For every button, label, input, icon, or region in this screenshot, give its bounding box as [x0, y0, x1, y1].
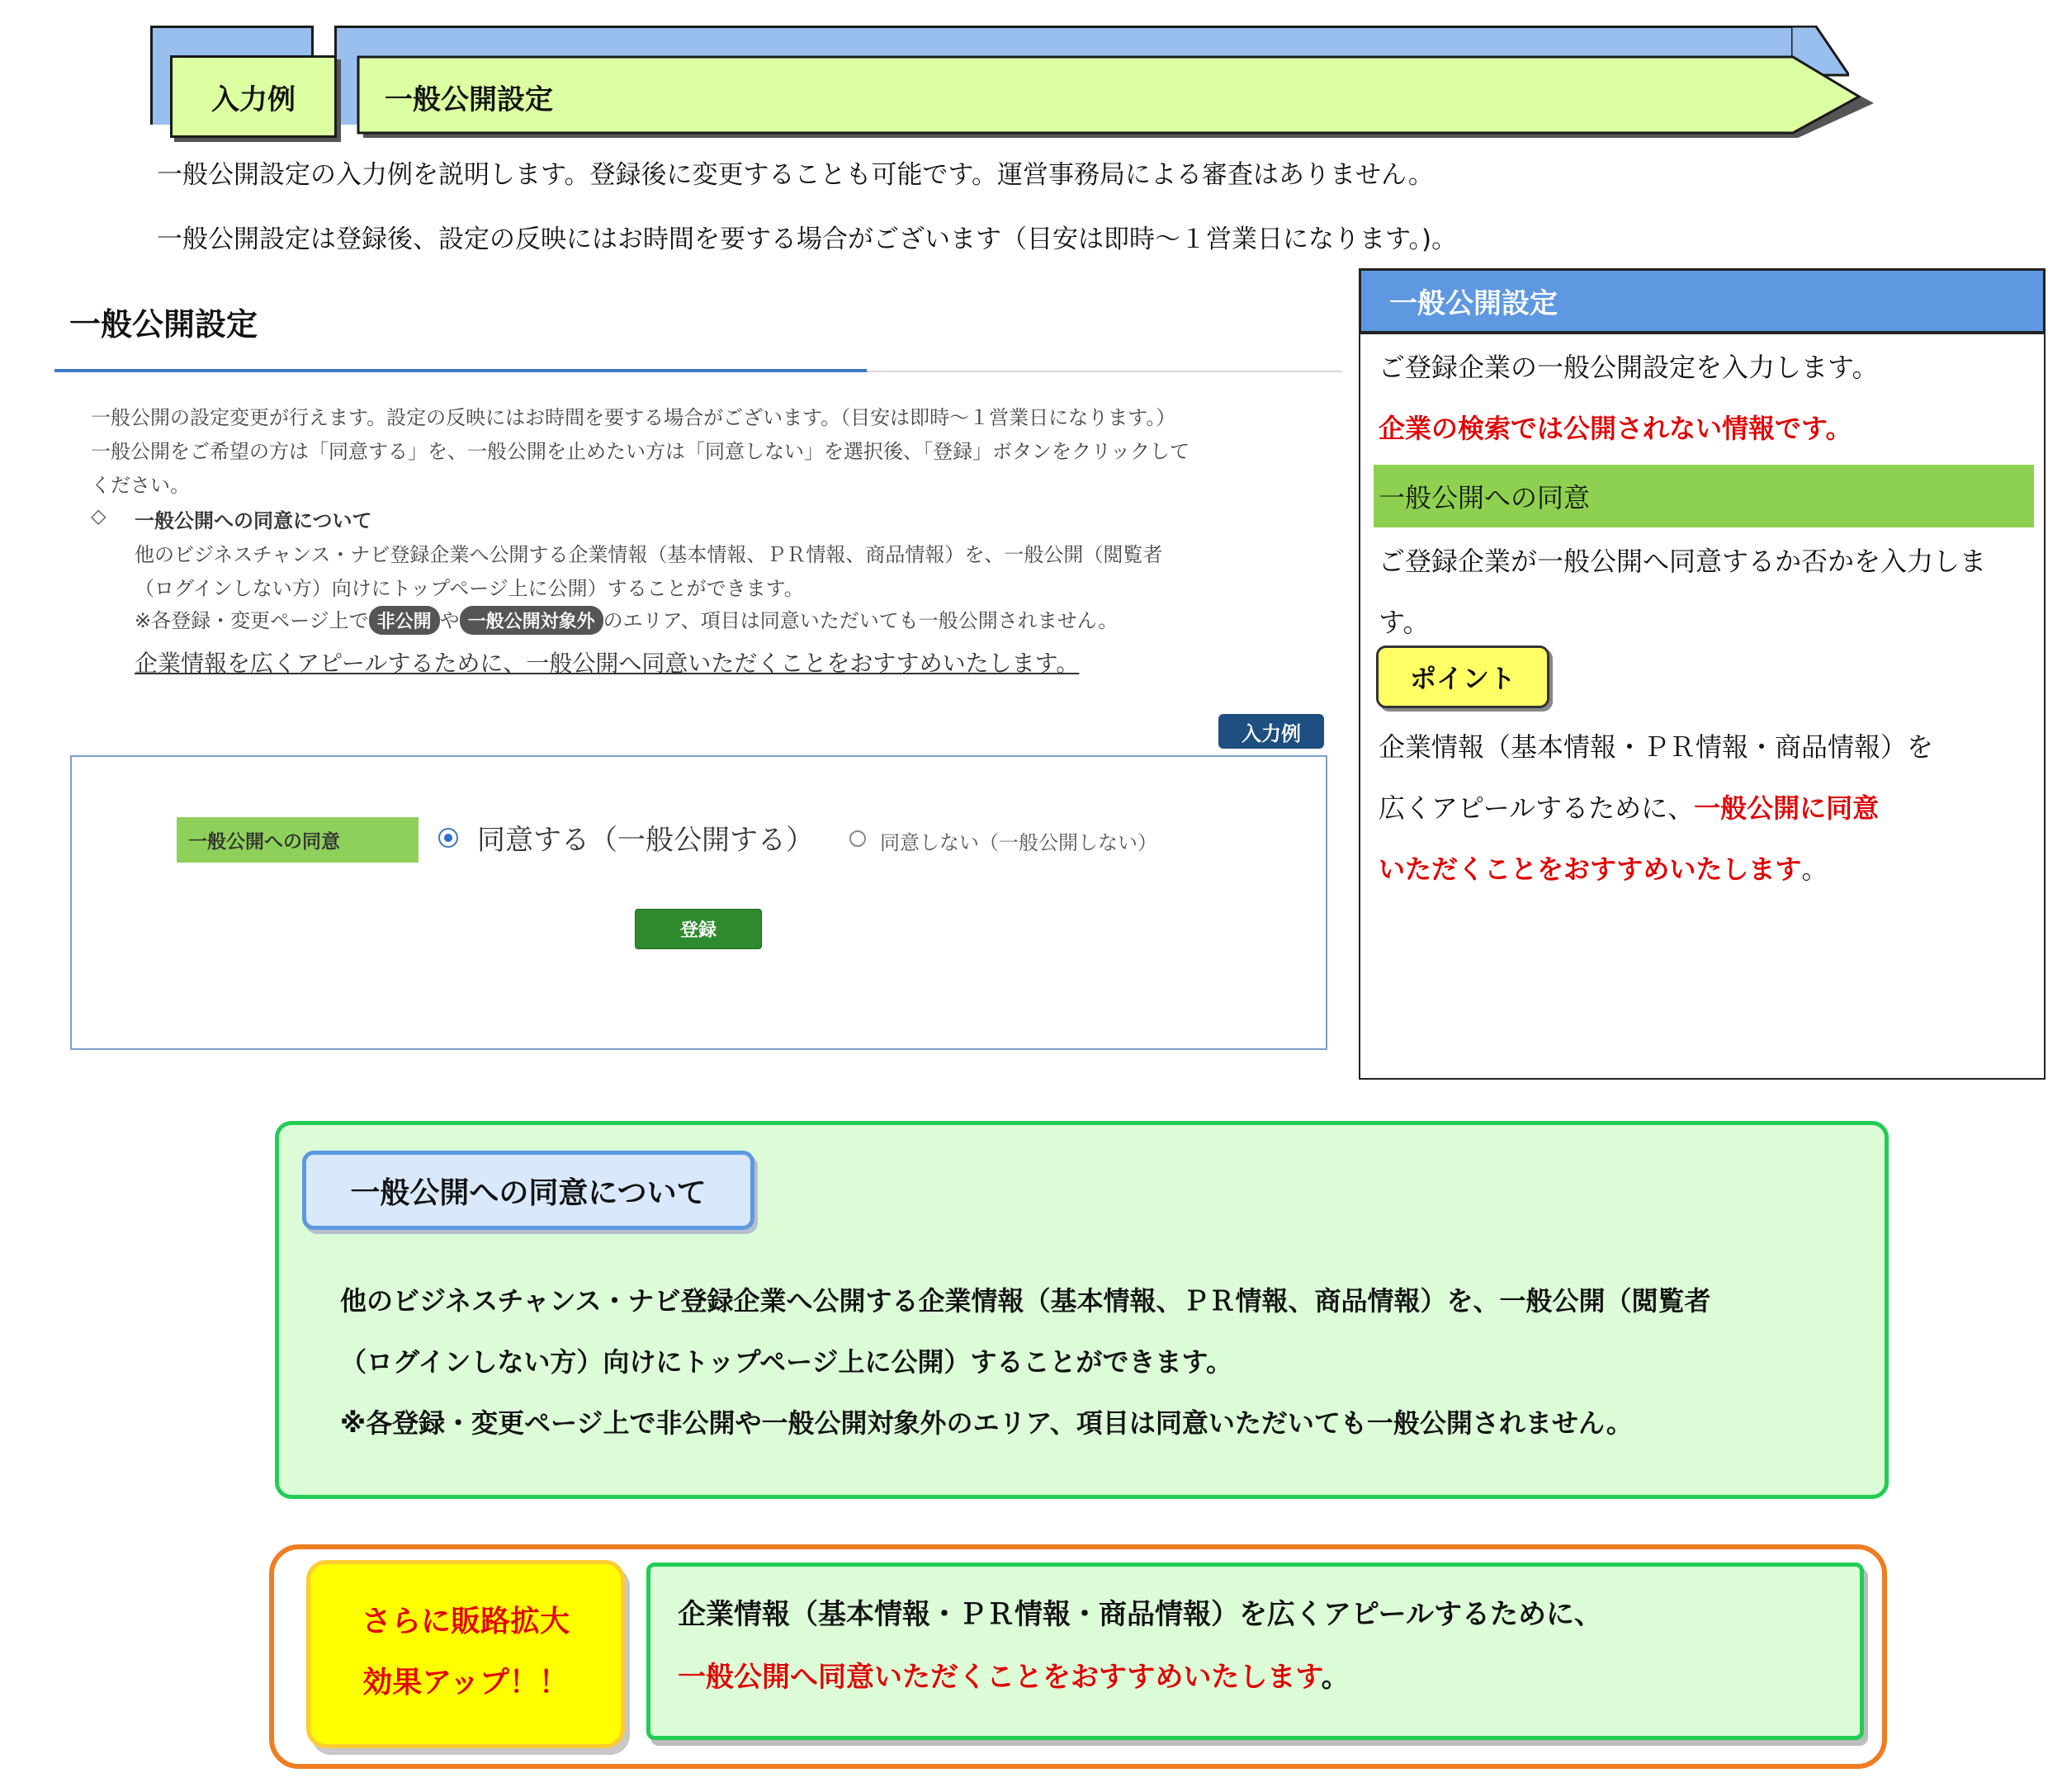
private-badge: 非公開	[369, 606, 440, 635]
agree-radio[interactable]	[438, 828, 458, 848]
promo-message-line-2	[678, 1654, 1350, 1695]
consent-info-line-2: （ログインしない方）向けにトップページ上に公開）することができます。	[340, 1346, 1232, 1378]
recommend-text: 企業情報を広くアピールするために、一般公開へ同意いただくことをおすすめいたします。	[135, 650, 1080, 677]
non-public-badge: 一般公開対象外	[460, 606, 603, 635]
point-label: ポイント	[1376, 645, 1549, 708]
example-tag: 入力例	[170, 55, 337, 138]
form-desc-3: ください。	[91, 474, 190, 497]
consent-info-line-3: ※各登録・変更ページ上で非公開や一般公開対象外のエリア、項目は同意いただいても一般公開されません。	[340, 1407, 1633, 1439]
banner-title-arrow	[357, 55, 1875, 138]
consent-info-line-1: 他のビジネスチャンス・ナビ登録企業へ公開する企業情報（基本情報、ＰＲ情報、商品情報）を、一般公開（閲覧者	[340, 1285, 1711, 1317]
consent-field-label: 一般公開への同意	[177, 817, 419, 863]
example-badge: 入力例	[1218, 714, 1324, 749]
side-text-6-pre: 広くアピールするために、	[1379, 792, 1695, 824]
section-text-3-pre: ※各登録・変更ページ上で	[135, 609, 369, 632]
side-panel-header: 一般公開設定	[1359, 268, 2046, 334]
section-text-3-mid: や	[439, 609, 460, 632]
disagree-radio[interactable]	[849, 830, 866, 847]
promo-message-line-2-red: 一般公開へ同意いただくことをおすすめいたします	[678, 1661, 1322, 1694]
consent-info-title: 一般公開への同意について	[302, 1151, 754, 1230]
side-text-7-red: いただくことをおすすめいたします	[1379, 853, 1802, 885]
form-desc-1: 一般公開の設定変更が行えます。設定の反映にはお時間を要する場合がございます。（目安は即時～１営業日になります。）	[91, 406, 1176, 429]
register-button[interactable]: 登録	[635, 909, 762, 949]
page-title: 一般公開設定	[69, 306, 258, 343]
banner-title: 一般公開設定	[385, 83, 553, 116]
promo-message-line-2-post: 。	[1321, 1661, 1350, 1694]
agree-radio-label[interactable]: 同意する（一般公開する）	[477, 824, 814, 857]
promo-message-line-1: 企業情報（基本情報・ＰＲ情報・商品情報）を広くアピールするために、	[678, 1598, 1602, 1631]
section-text-3-post: のエリア、項目は同意いただいても一般公開されません。	[603, 609, 1119, 632]
promo-highlight-line-1: さらに販路拡大	[361, 1605, 570, 1638]
side-text-6-red: 一般公開に同意	[1694, 792, 1880, 824]
side-text-4: す。	[1379, 607, 1430, 638]
side-consent-label: 一般公開への同意	[1374, 465, 2034, 527]
side-text-2: 企業の検索では公開されない情報です。	[1379, 413, 1852, 444]
side-text-7	[1379, 849, 1828, 887]
side-text-6	[1379, 787, 1879, 825]
section-text-3	[135, 604, 1118, 635]
form-desc-2: 一般公開をご希望の方は「同意する」を、一般公開を止めたい方は「同意しない」を選択後、「登録」ボタンをクリックして	[91, 440, 1190, 463]
promo-highlight	[306, 1560, 625, 1748]
side-text-1: ご登録企業の一般公開設定を入力します。	[1379, 352, 1879, 383]
consent-form	[70, 755, 1327, 1050]
section-title: 一般公開への同意について	[135, 509, 372, 532]
intro-line-2: 一般公開設定は登録後、設定の反映にはお時間を要する場合がございます（目安は即時～１営業日になります。)。	[157, 225, 1458, 254]
intro-line-1: 一般公開設定の入力例を説明します。登録後に変更することも可能です。運営事務局による審査はありません。	[157, 160, 1434, 190]
promo-message-box	[646, 1563, 1864, 1740]
disagree-radio-label[interactable]: 同意しない（一般公開しない）	[880, 831, 1157, 854]
side-text-5: 企業情報（基本情報・ＰＲ情報・商品情報）を	[1379, 731, 1934, 763]
side-text-3: ご登録企業が一般公開へ同意するか否かを入力しま	[1379, 546, 1987, 577]
section-text-1: 他のビジネスチャンス・ナビ登録企業へ公開する企業情報（基本情報、ＰＲ情報、商品情報）を、一般公開（閲覧者	[135, 543, 1163, 566]
title-underline-accent	[54, 369, 867, 372]
section-text-2: （ログインしない方）向けにトップページ上に公開）することができます。	[135, 577, 804, 600]
side-text-7-post: 。	[1801, 853, 1828, 885]
diamond-icon: ◇	[91, 504, 106, 527]
promo-highlight-line-2: 効果アップ！！	[362, 1666, 569, 1700]
